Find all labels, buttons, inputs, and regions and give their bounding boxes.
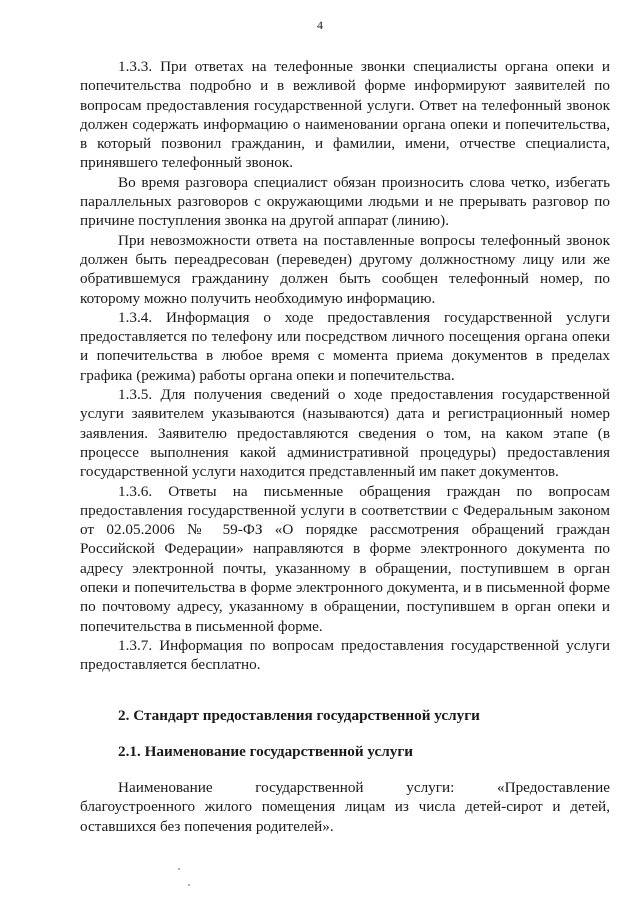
document-body <box>80 57 610 836</box>
paragraph-1-3-6: 1.3.6. Ответы на письменные обращения граждан по вопросам предоставления государственной услуги в соответствии с Федеральным законом от 02.05.2006 № 59-ФЗ «О порядке рассмотрения обращений граждан Российской Федерации» направляются в форме электронного документа по адресу электронной почты, указанному в обращении, поступившем в орган опеки и попечительства в форме электронного документа, и в письменной форме по почтовому адресу, указанному в обращении, поступившем в орган опеки и попечительства в письменной форме. <box>80 482 610 635</box>
page-number: 4 <box>317 18 323 32</box>
section-2-1-heading: 2.1. Наименование государственной услуги <box>118 742 414 760</box>
paragraph-1-3-7: 1.3.7. Информация по вопросам предоставления государственной услуги предоставляется бесплатно. <box>80 636 610 674</box>
scan-speck <box>178 868 180 870</box>
paragraph-1-3-3: 1.3.3. При ответах на телефонные звонки специалисты органа опеки и попечительства подробно и в вежливой форме информируют заявителей по вопросам предоставления государственной услуги. Ответ на телефонный звонок должен содержать информацию о наименовании органа опеки и попечительства, в который позвонил гражданин, и фамилии, имени, отчестве специалиста, принявшего телефонный звонок. <box>80 58 610 172</box>
section-2-heading: 2. Стандарт предоставления государственной услуги <box>118 706 480 724</box>
paragraph-call-redirect: При невозможности ответа на поставленные вопросы телефонный звонок должен быть переадресован (переведен) другому должностному лицу или же обратившемуся гражданину должен быть сообщен телефонный номер, по которому можно получить необходимую информацию. <box>80 231 610 307</box>
scan-speck <box>188 884 190 886</box>
paragraph-1-3-5: 1.3.5. Для получения сведений о ходе предоставления государственной услуги заявителем указываются (называются) дата и регистрационный номер заявления. Заявителю предоставляются сведения о том, на каком этапе (в процессе выполнения какой административной процедуры) предоставления государственной услуги находится представленный им пакет документов. <box>80 386 610 481</box>
paragraph-phone-conversation: Во время разговора специалист обязан произносить слова четко, избегать параллельных разговоров с окружающими людьми и не прерывать разговор по причине поступления звонка на другой аппарат (линию). <box>80 173 610 230</box>
service-name-paragraph: Наименование государственной услуги: «Предоставление благоустроенного жилого помещения лицам из числа детей-сирот и детей, оставшихся без попечения родителей». <box>80 779 610 835</box>
paragraph-1-3-4: 1.3.4. Информация о ходе предоставления государственной услуги предоставляется по телефону или посредством личного посещения органа опеки и попечительства в любое время с момента приема документов в пределах графика (режима) работы органа опеки и попечительства. <box>80 308 610 384</box>
